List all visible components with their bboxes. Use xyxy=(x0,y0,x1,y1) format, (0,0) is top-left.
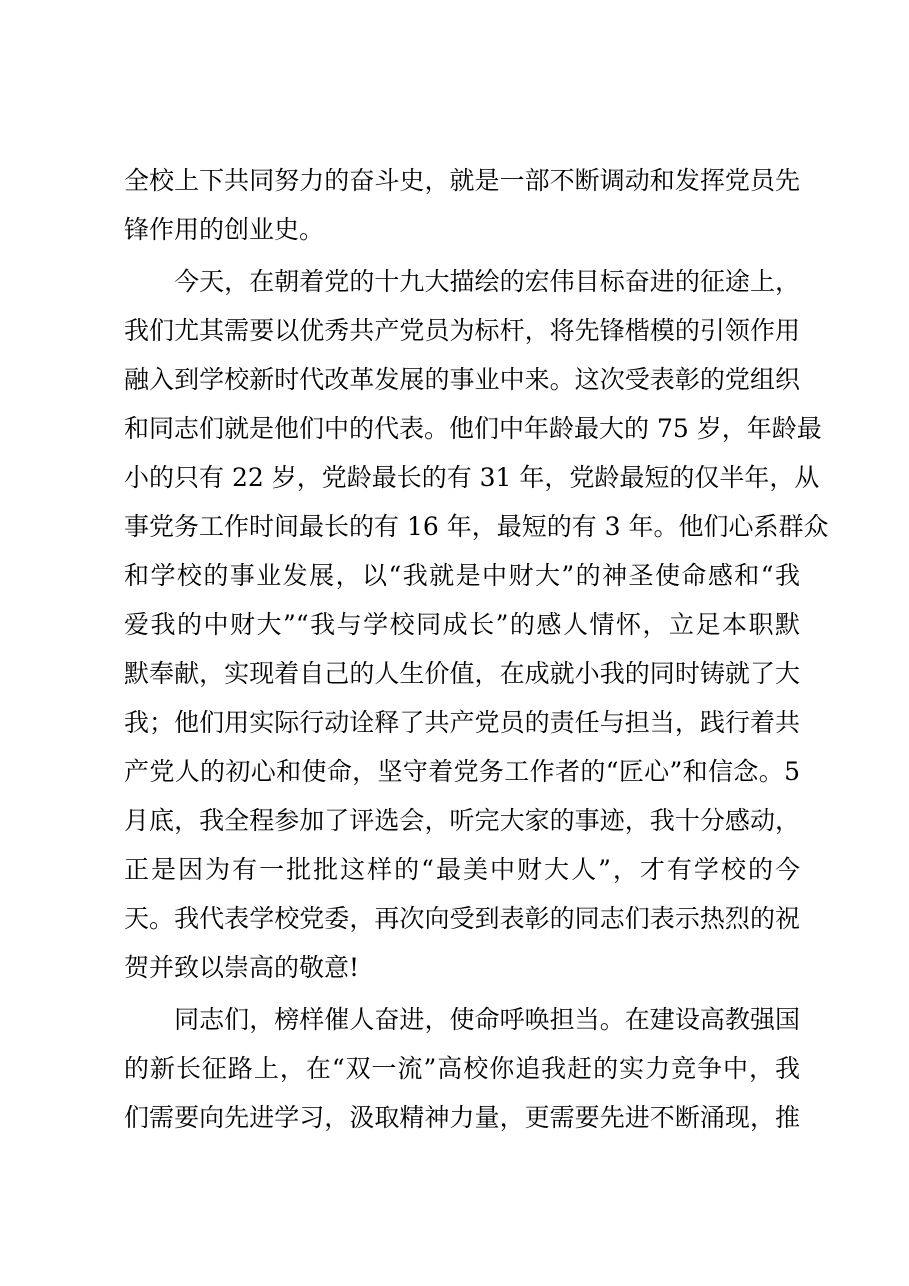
text-line: 的新长征路上，在“双一流”高校你追我赶的实力竞争中，我 xyxy=(124,1054,800,1083)
paragraph-1 xyxy=(124,156,800,254)
text-line: 默奉献，实现着自己的人生价值，在成就小我的同时铸就了大 xyxy=(124,659,800,688)
text-line: 我；他们用实际行动诠释了共产党员的责任与担当，践行着共 xyxy=(124,708,800,737)
text-line: 天。我代表学校党委，再次向受到表彰的同志们表示热烈的祝 xyxy=(124,904,800,933)
text-line: 贺并致以崇高的敬意! xyxy=(124,953,360,982)
text-line: 月底，我全程参加了评选会，听完大家的事迹，我十分感动， xyxy=(124,806,800,835)
text-line: 和学校的事业发展，以“我就是中财大”的神圣使命感和“我 xyxy=(124,561,800,590)
text-line: 和同志们就是他们中的代表。他们中年龄最大的 75 岁，年龄最 xyxy=(124,414,822,443)
text-line: 我们尤其需要以优秀共产党员为标杆，将先锋楷模的引领作用 xyxy=(124,316,800,345)
text-line: 今天，在朝着党的十九大描绘的宏伟目标奋进的征途上， xyxy=(124,267,800,296)
text-line: 小的只有 22 岁，党龄最长的有 31 年，党龄最短的仅半年，从 xyxy=(124,463,820,492)
paragraph-3 xyxy=(124,995,800,1142)
text-line: 同志们，榜样催人奋进，使命呼唤担当。在建设高教强国 xyxy=(124,1005,800,1034)
text-line: 锋作用的创业史。 xyxy=(124,215,325,244)
text-line: 产党人的初心和使命，坚守着党务工作者的“匠心”和信念。5 xyxy=(124,757,800,786)
text-line: 全校上下共同努力的奋斗史，就是一部不断调动和发挥党员先 xyxy=(124,166,800,195)
text-line: 事党务工作时间最长的有 16 年，最短的有 3 年。他们心系群众 xyxy=(124,512,829,541)
text-line: 们需要向先进学习，汲取精神力量，更需要先进不断涌现，推 xyxy=(124,1103,800,1132)
text-line: 正是因为有一批批这样的“最美中财大人”，才有学校的今 xyxy=(124,855,800,884)
document-body xyxy=(124,156,829,1142)
text-line: 爱我的中财大”“我与学校同成长”的感人情怀，立足本职默 xyxy=(124,610,800,639)
text-line: 融入到学校新时代改革发展的事业中来。这次受表彰的党组织 xyxy=(124,365,800,394)
paragraph-2 xyxy=(124,257,829,992)
